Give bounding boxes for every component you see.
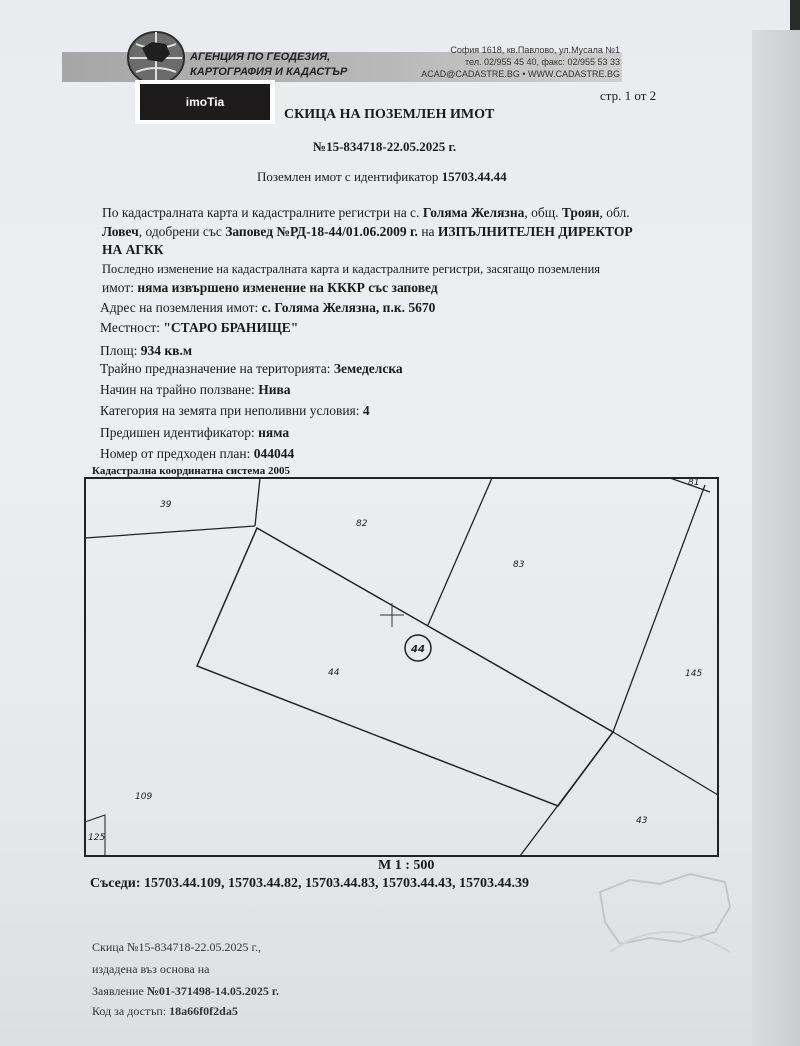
locality-value: "СТАРО БРАНИЩЕ"	[163, 320, 299, 335]
page-number: стр. 1 от 2	[600, 88, 657, 103]
agency-globe-logo	[122, 28, 188, 86]
cadastral-basis-line3	[102, 242, 164, 258]
address-value: с. Голяма Желязна, п.к. 5670	[261, 300, 436, 315]
purpose-label: Трайно предназначение на територията:	[100, 361, 334, 376]
last-change-label: Последно изменение на кадастралната карта и кадастралните регистри, засягащо поземления	[102, 262, 601, 276]
village-name: Голяма Желязна	[422, 205, 525, 220]
last-change-line	[102, 280, 438, 296]
label-39: 39	[160, 500, 172, 510]
issuer-continued: НА АГКК	[102, 242, 164, 257]
text-segment: , одобрени със	[138, 224, 226, 239]
locality-label: Местност:	[100, 320, 164, 335]
map-scale: М 1 : 500	[378, 858, 435, 873]
area-value: 934 кв.м	[140, 343, 193, 358]
bulgaria-map-watermark-icon	[590, 852, 740, 962]
agency-phone: тел. 02/955 45 40, факс: 02/955 53 33	[464, 57, 620, 67]
application-value: №01-371498-14.05.2025 г.	[146, 984, 280, 998]
category-line	[100, 403, 370, 419]
plot-identifier-label: Поземлен имот с идентификатор	[257, 169, 442, 184]
coordinate-system: Кадастрална координатна система 2005	[92, 465, 290, 477]
category-value: 4	[362, 403, 370, 418]
boundary-82-83	[428, 478, 492, 625]
municipality-name: Троян	[561, 205, 600, 220]
footer-sketch-number: Скица №15-834718-22.05.2025 г.,	[92, 940, 262, 954]
label-43: 43	[636, 816, 648, 826]
usage-value: Нива	[258, 382, 291, 397]
map-frame	[85, 478, 718, 856]
address-label: Адрес на поземления имот:	[100, 300, 262, 315]
cadastral-map	[80, 470, 760, 885]
text-segment: , общ.	[524, 205, 562, 220]
boundary-43-145	[613, 732, 718, 795]
agency-name-line1: АГЕНЦИЯ ПО ГЕОДЕЗИЯ,	[190, 51, 331, 63]
purpose-line	[100, 361, 403, 377]
crosshair-icon	[380, 603, 404, 627]
watermark-brand-box	[135, 80, 275, 124]
previous-plan-line	[100, 446, 294, 462]
access-code-label: Код за достъп:	[92, 1004, 170, 1018]
area-label: Площ:	[100, 343, 141, 358]
label-145: 145	[685, 669, 703, 679]
agency-name	[190, 50, 390, 80]
plot-identifier-value: 15703.44.44	[441, 169, 507, 184]
boundary-39-82	[255, 478, 260, 526]
agency-contact	[420, 44, 620, 80]
area-line	[100, 343, 192, 359]
previous-id-line	[100, 425, 289, 441]
previous-id-label: Предишен идентификатор:	[100, 425, 259, 440]
label-81: 81	[688, 478, 700, 488]
label-83: 83	[513, 560, 525, 570]
text-segment: имот:	[102, 280, 138, 295]
document-title: СКИЦА НА ПОЗЕМЛЕН ИМОТ	[284, 107, 495, 122]
watermark-brand-logo: imoTia	[140, 84, 270, 120]
category-label: Категория на земята при неполивни условия:	[100, 403, 363, 418]
region-name: Ловеч	[102, 224, 139, 239]
cadastral-basis-line1	[102, 205, 630, 221]
purpose-value: Земеделска	[333, 361, 403, 376]
plot-identifier	[257, 169, 507, 185]
label-125: 125	[88, 833, 106, 843]
text-segment: , обл.	[599, 205, 630, 220]
neighbors-line	[90, 876, 529, 892]
last-change-value: няма извършено изменение на КККР със заповед	[137, 280, 438, 295]
agency-name-line2: КАРТОГРАФИЯ И КАДАСТЪР	[190, 66, 348, 78]
document-number: №15-834718-22.05.2025 г.	[313, 139, 457, 154]
previous-id-value: няма	[258, 425, 290, 440]
label-44: 44	[328, 668, 340, 678]
boundary-39-109	[85, 526, 255, 538]
neighbors-value: 15703.44.109, 15703.44.82, 15703.44.83, 15703.44.43, 15703.44.39	[144, 876, 529, 891]
address-line	[100, 300, 435, 316]
footer-issued-basis: издадена въз основа на	[92, 962, 210, 976]
plot-44-boundary	[197, 528, 613, 806]
label-109: 109	[135, 792, 153, 802]
cadastral-basis-line2	[102, 224, 633, 240]
previous-plan-value: 044044	[253, 446, 295, 461]
agency-email-web: ACAD@CADASTRE.BG • WWW.CADASTRE.BG	[421, 69, 620, 79]
usage-label: Начин на трайно ползване:	[100, 382, 259, 397]
text-segment: на	[417, 224, 438, 239]
previous-plan-label: Номер от предходен план:	[100, 446, 254, 461]
issuer: ИЗПЪЛНИТЕЛЕН ДИРЕКТОР	[437, 224, 633, 239]
label-82: 82	[356, 519, 368, 529]
usage-line	[100, 382, 291, 398]
agency-address: София 1618, кв.Павлово, ул.Мусала №1	[450, 45, 620, 55]
footer-application	[92, 984, 279, 999]
plot-44-marker-label: 44	[411, 644, 425, 655]
access-code-value: 18a66f0f2da5	[169, 1004, 238, 1018]
neighbors-label: Съседи:	[90, 876, 144, 891]
order-number: Заповед №РД-18-44/01.06.2009 г.	[225, 224, 418, 239]
application-label: Заявление	[92, 984, 147, 998]
boundary-83-145	[613, 485, 705, 732]
footer-access-code	[92, 1004, 238, 1019]
locality-line	[100, 320, 298, 336]
text-segment: По кадастралната карта и кадастралните регистри на с.	[102, 205, 423, 220]
